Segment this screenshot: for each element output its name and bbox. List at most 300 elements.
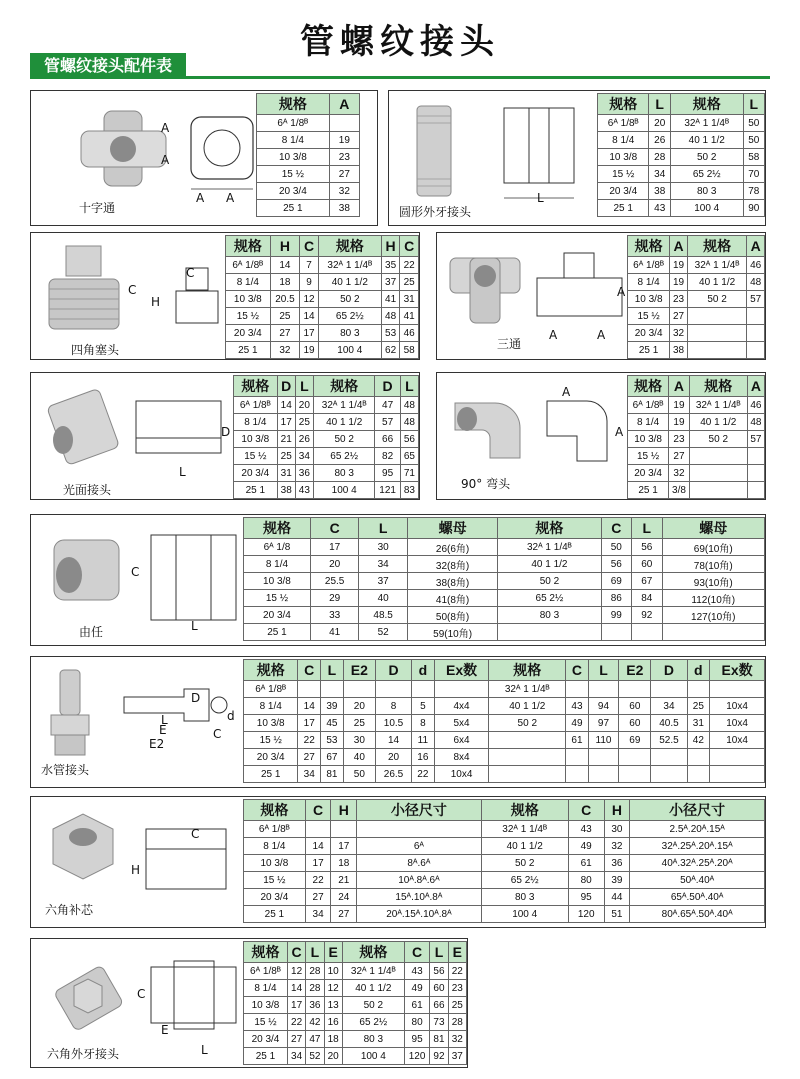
dim-label: H	[151, 295, 161, 309]
table-cell: 8	[376, 698, 412, 715]
dim-label: E	[161, 1023, 169, 1037]
table-row	[244, 698, 765, 715]
table-cell	[687, 308, 747, 325]
table-cell: 22	[448, 963, 466, 980]
table-row	[226, 308, 419, 325]
table-cell: 22	[412, 766, 435, 783]
table-cell	[689, 465, 747, 482]
column-header: L	[306, 942, 324, 963]
column-header: L	[400, 376, 418, 397]
table-cell: 31	[400, 291, 419, 308]
table-cell: 56	[601, 556, 631, 573]
table-row	[598, 132, 765, 149]
column-header: C	[298, 660, 321, 681]
square-plug-image	[41, 241, 126, 336]
table-cell: 17	[310, 539, 358, 556]
table-cell	[747, 465, 764, 482]
table-cell: 40 1 1/2	[670, 132, 743, 149]
table-cell: 65ᴬ.50ᴬ.40ᴬ	[630, 889, 765, 906]
column-header: 规格	[244, 942, 288, 963]
column-header: C	[404, 942, 430, 963]
table-cell: 33	[310, 607, 358, 624]
table-cell: 40 1 1/2	[498, 556, 601, 573]
table-cell	[489, 732, 566, 749]
table-cell: 10 3/8	[244, 855, 306, 872]
dim-label: A	[196, 191, 205, 205]
table-cell: 120	[568, 906, 604, 923]
table-cell: 17	[300, 325, 319, 342]
table-cell: 36	[306, 997, 324, 1014]
section-name: 光面接头	[63, 483, 112, 497]
column-header: 规格	[670, 94, 743, 115]
column-header: A	[670, 236, 688, 257]
table-row	[598, 166, 765, 183]
table-cell	[747, 308, 765, 325]
column-header: 规格	[244, 800, 306, 821]
table-cell: 20	[343, 698, 375, 715]
table-cell: 50(8角)	[407, 607, 497, 624]
section-coupling	[30, 372, 420, 500]
table-cell: 40 1 1/2	[689, 414, 747, 431]
table-cell: 82	[375, 448, 400, 465]
table-cell: 37	[359, 573, 407, 590]
table-cell: 10	[324, 963, 342, 980]
table-cell: 84	[632, 590, 662, 607]
table-header-row	[244, 660, 765, 681]
table-row	[226, 291, 419, 308]
column-header: C	[566, 660, 589, 681]
table-cell: 6ᴬ	[357, 838, 482, 855]
column-header: 规格	[313, 376, 375, 397]
table-cell: 20 3/4	[628, 465, 669, 482]
table-cell: 26.5	[376, 766, 412, 783]
table-cell: 65 2½	[318, 308, 381, 325]
table-cell: 8 1/4	[244, 980, 288, 997]
table-cell: 67	[632, 573, 662, 590]
table-cell: 32(8角)	[407, 556, 497, 573]
nipple-drawing	[499, 103, 579, 203]
table-cell: 15ᴬ.10ᴬ.8ᴬ	[357, 889, 482, 906]
table-cell: 16	[412, 749, 435, 766]
table-cell	[710, 766, 765, 783]
spec-table	[627, 235, 765, 359]
table-cell: 50 2	[489, 715, 566, 732]
table-cell: 20	[376, 749, 412, 766]
table-cell: 18	[324, 1031, 342, 1048]
table-cell: 65 2½	[498, 590, 601, 607]
cross-fitting-image	[76, 106, 171, 191]
table-cell: 27	[331, 906, 357, 923]
spec-table	[233, 375, 419, 499]
table-cell: 18	[331, 855, 357, 872]
table-cell: 57	[747, 431, 764, 448]
table-cell: 27	[298, 749, 321, 766]
table-cell	[566, 766, 589, 783]
table-cell: 38	[670, 342, 688, 359]
table-cell: 38(8角)	[407, 573, 497, 590]
table-cell: 8 1/4	[234, 414, 278, 431]
table-row	[628, 257, 765, 274]
union-drawing	[146, 530, 241, 630]
table-cell: 19	[670, 257, 688, 274]
table-cell	[632, 624, 662, 641]
table-cell: 10 3/8	[628, 431, 669, 448]
column-header: L	[321, 660, 344, 681]
table-cell: 25 1	[244, 766, 298, 783]
table-cell	[434, 681, 489, 698]
table-row	[244, 539, 765, 556]
table-cell: 43	[404, 963, 430, 980]
table-cell: 38	[277, 482, 295, 499]
table-cell: 10 3/8	[244, 715, 298, 732]
table-cell: 20	[324, 1048, 342, 1065]
table-cell: 14	[298, 698, 321, 715]
table-row	[257, 200, 360, 217]
table-cell: 13	[324, 997, 342, 1014]
table-cell: 40 1 1/2	[318, 274, 381, 291]
table-cell	[619, 766, 651, 783]
table-cell: 100 4	[318, 342, 381, 359]
table-row	[244, 1048, 467, 1065]
table-cell: 6ᴬ 1/8	[244, 539, 311, 556]
table-row	[257, 183, 360, 200]
table-cell: 31	[277, 465, 295, 482]
table-cell: 22	[287, 1014, 305, 1031]
column-header: A	[747, 376, 764, 397]
dim-label: C	[137, 987, 146, 1001]
column-header: E2	[619, 660, 651, 681]
table-cell: 10x4	[710, 698, 765, 715]
table-cell: 37	[448, 1048, 466, 1065]
table-cell: 15 ½	[226, 308, 271, 325]
table-cell: 44	[604, 889, 630, 906]
table-cell: 8 1/4	[628, 274, 670, 291]
table-cell: 34	[295, 448, 313, 465]
section-name: 十字通	[79, 201, 116, 215]
table-cell: 92	[430, 1048, 448, 1065]
table-cell: 36	[295, 465, 313, 482]
table-cell	[298, 681, 321, 698]
table-cell: 25 1	[244, 1048, 288, 1065]
bushing-image	[43, 809, 123, 894]
table-row	[244, 872, 765, 889]
table-cell: 50	[343, 766, 375, 783]
section-hexnipple	[30, 938, 468, 1068]
table-row	[244, 590, 765, 607]
table-cell: 50 2	[670, 149, 743, 166]
table-row	[628, 308, 765, 325]
dim-label: L	[201, 1043, 208, 1057]
table-cell: 86	[601, 590, 631, 607]
table-cell	[321, 681, 344, 698]
column-header: 规格	[628, 376, 669, 397]
table-cell: 22	[298, 732, 321, 749]
table-cell: 17	[305, 855, 331, 872]
subtitle-bar	[30, 53, 770, 79]
table-cell: 20ᴬ.15ᴬ.10ᴬ.8ᴬ	[357, 906, 482, 923]
column-header: C	[310, 518, 358, 539]
table-cell: 46	[747, 257, 765, 274]
table-row	[628, 397, 765, 414]
table-cell: 12	[300, 291, 319, 308]
table-cell	[588, 749, 618, 766]
table-cell: 32	[604, 838, 630, 855]
table-row	[226, 274, 419, 291]
column-header: 小径尺寸	[630, 800, 765, 821]
section-nipple	[388, 90, 766, 226]
table-cell: 47	[375, 397, 400, 414]
table-row	[244, 997, 467, 1014]
table-cell: 20 3/4	[226, 325, 271, 342]
plug-drawing	[171, 263, 226, 333]
table-cell: 32	[270, 342, 300, 359]
table-cell: 127(10角)	[662, 607, 765, 624]
spec-table	[256, 93, 360, 217]
section-name: 由任	[79, 625, 104, 639]
table-cell: 6ᴬ 1/8ᴮ	[257, 115, 330, 132]
section-name: 六角外牙接头	[47, 1047, 120, 1061]
table-cell	[489, 766, 566, 783]
table-row	[234, 414, 419, 431]
table-cell: 60	[632, 556, 662, 573]
table-cell: 28	[306, 963, 324, 980]
column-header: E	[324, 942, 342, 963]
table-cell: 66	[430, 997, 448, 1014]
table-cell: 34	[305, 906, 331, 923]
table-cell: 25 1	[244, 906, 306, 923]
table-cell: 38	[649, 183, 670, 200]
table-cell: 5	[412, 698, 435, 715]
table-row	[628, 431, 765, 448]
table-row	[598, 200, 765, 217]
table-cell: 92	[632, 607, 662, 624]
table-cell: 61	[566, 732, 589, 749]
table-header-row	[598, 94, 765, 115]
table-cell: 49	[404, 980, 430, 997]
table-cell: 20	[649, 115, 670, 132]
dim-label: L	[161, 713, 168, 727]
section-union	[30, 514, 766, 646]
table-cell: 100 4	[670, 200, 743, 217]
spec-table	[243, 659, 765, 783]
table-cell: 100 4	[342, 1048, 404, 1065]
table-cell: 32ᴬ 1 1/4ᴮ	[498, 539, 601, 556]
table-row	[244, 889, 765, 906]
table-cell: 81	[321, 766, 344, 783]
table-row	[244, 963, 467, 980]
table-cell	[588, 766, 618, 783]
dim-label: A	[597, 328, 606, 342]
table-row	[244, 681, 765, 698]
table-row	[628, 414, 765, 431]
table-cell: 25 1	[598, 200, 649, 217]
table-cell: 25 1	[244, 624, 311, 641]
table-cell: 50 2	[687, 291, 747, 308]
table-cell: 25	[295, 414, 313, 431]
table-cell: 14	[300, 308, 319, 325]
column-header: 规格	[244, 660, 298, 681]
column-header: L	[359, 518, 407, 539]
table-cell	[710, 749, 765, 766]
table-cell: 50 2	[689, 431, 747, 448]
table-cell: 8 1/4	[598, 132, 649, 149]
table-cell: 20 3/4	[244, 749, 298, 766]
table-cell: 27	[270, 325, 300, 342]
table-cell: 23	[669, 431, 690, 448]
table-cell: 10 3/8	[244, 997, 288, 1014]
table-cell	[489, 749, 566, 766]
table-cell: 40ᴬ.32ᴬ.25ᴬ.20ᴬ	[630, 855, 765, 872]
table-cell: 32ᴬ 1 1/4ᴮ	[687, 257, 747, 274]
column-header: d	[687, 660, 710, 681]
spec-table	[243, 517, 765, 641]
dim-label: A	[226, 191, 235, 205]
table-cell: 3/8	[669, 482, 690, 499]
section-name: 六角补芯	[45, 903, 94, 917]
table-cell: 10 3/8	[598, 149, 649, 166]
table-cell: 25	[277, 448, 295, 465]
table-cell	[651, 749, 687, 766]
table-cell: 65 2½	[342, 1014, 404, 1031]
table-cell: 65 2½	[313, 448, 375, 465]
table-cell: 6ᴬ 1/8ᴮ	[598, 115, 649, 132]
table-cell: 65	[400, 448, 418, 465]
dim-label: d	[227, 709, 235, 723]
table-cell: 41	[400, 308, 419, 325]
table-header-row	[244, 800, 765, 821]
union-image	[39, 530, 129, 615]
section-tee	[436, 232, 766, 360]
table-row	[628, 342, 765, 359]
column-header: 规格	[598, 94, 649, 115]
table-cell: 35	[381, 257, 400, 274]
table-cell: 4x4	[434, 698, 489, 715]
column-header: L	[430, 942, 448, 963]
tee-drawing	[532, 248, 627, 333]
dim-label: L	[179, 465, 186, 479]
subtitle-label: 管螺纹接头配件表	[30, 53, 186, 79]
table-cell: 46	[400, 325, 419, 342]
table-cell	[662, 624, 765, 641]
table-cell: 30	[343, 732, 375, 749]
table-cell: 40 1 1/2	[313, 414, 375, 431]
table-cell: 25 1	[257, 200, 330, 217]
section-name: 四角塞头	[71, 343, 120, 357]
table-cell: 50	[743, 132, 764, 149]
table-cell: 26	[295, 431, 313, 448]
table-cell: 81	[430, 1031, 448, 1048]
table-cell: 40 1 1/2	[342, 980, 404, 997]
table-row	[244, 1031, 467, 1048]
dim-label: E	[159, 723, 167, 737]
table-row	[244, 906, 765, 923]
coupling-drawing	[131, 393, 231, 473]
table-cell: 52	[306, 1048, 324, 1065]
column-header: 规格	[342, 942, 404, 963]
table-cell: 50 2	[498, 573, 601, 590]
table-cell: 40 1 1/2	[687, 274, 747, 291]
table-cell	[566, 749, 589, 766]
dim-label: C	[213, 727, 222, 741]
table-cell: 25.5	[310, 573, 358, 590]
section-name: 90° 弯头	[461, 477, 511, 491]
column-header: d	[412, 660, 435, 681]
table-cell: 20 3/4	[598, 183, 649, 200]
table-cell: 25 1	[226, 342, 271, 359]
table-cell: 18	[270, 274, 300, 291]
table-cell: 42	[306, 1014, 324, 1031]
table-cell: 20 3/4	[244, 1031, 288, 1048]
column-header: H	[604, 800, 630, 821]
table-cell: 25	[687, 698, 710, 715]
table-cell: 19	[669, 397, 690, 414]
table-cell: 43	[295, 482, 313, 499]
table-cell: 20	[295, 397, 313, 414]
spec-table	[627, 375, 765, 499]
table-cell: 34	[359, 556, 407, 573]
table-cell: 14	[277, 397, 295, 414]
column-header: 规格	[234, 376, 278, 397]
table-cell: 58	[400, 342, 419, 359]
table-cell: 37	[381, 274, 400, 291]
table-cell: 25 1	[628, 342, 670, 359]
table-row	[234, 431, 419, 448]
table-cell	[747, 342, 765, 359]
table-cell: 69(10角)	[662, 539, 765, 556]
table-cell: 6ᴬ 1/8ᴮ	[244, 681, 298, 698]
dim-label: A	[549, 328, 558, 342]
elbow-drawing	[542, 391, 617, 466]
table-cell: 65 2½	[670, 166, 743, 183]
table-row	[244, 573, 765, 590]
table-cell: 19	[300, 342, 319, 359]
table-cell: 100 4	[313, 482, 375, 499]
table-cell: 10.5	[376, 715, 412, 732]
table-cell: 12	[324, 980, 342, 997]
table-row	[244, 749, 765, 766]
column-header: 螺母	[662, 518, 765, 539]
table-header-row	[234, 376, 419, 397]
table-row	[244, 1014, 467, 1031]
table-cell	[566, 681, 589, 698]
table-cell: 32ᴬ.25ᴬ.20ᴬ.15ᴬ	[630, 838, 765, 855]
table-cell: 112(10角)	[662, 590, 765, 607]
table-cell: 19	[669, 414, 690, 431]
table-cell: 8x4	[434, 749, 489, 766]
column-header: L	[632, 518, 662, 539]
table-cell: 28	[306, 980, 324, 997]
column-header: Ex数	[710, 660, 765, 681]
table-cell: 26(6角)	[407, 539, 497, 556]
table-cell: 23	[329, 149, 359, 166]
table-cell: 25 1	[234, 482, 278, 499]
table-row	[628, 291, 765, 308]
table-cell: 23	[670, 291, 688, 308]
column-header: 螺母	[407, 518, 497, 539]
table-cell	[651, 766, 687, 783]
table-cell: 56	[632, 539, 662, 556]
section-name: 三通	[497, 337, 522, 351]
table-cell: 40.5	[651, 715, 687, 732]
table-row	[234, 397, 419, 414]
dim-label: D	[221, 425, 231, 439]
table-row	[598, 149, 765, 166]
table-cell	[498, 624, 601, 641]
table-cell: 8	[412, 715, 435, 732]
table-cell: 23	[448, 980, 466, 997]
table-header-row	[257, 94, 360, 115]
column-header: Ex数	[434, 660, 489, 681]
